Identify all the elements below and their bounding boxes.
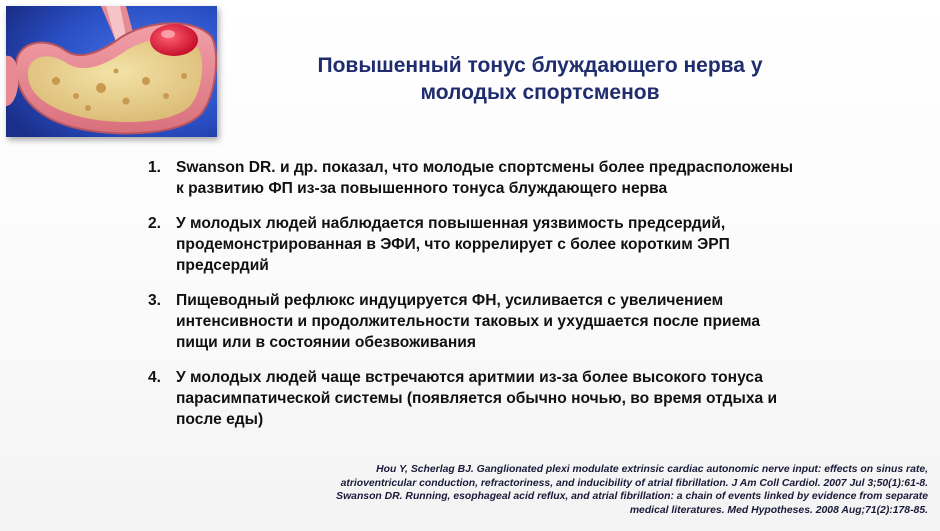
list-item-line: Swanson DR. и др. показал, что молодые спортсмены более предрасположены: [176, 159, 794, 176]
list-item: [148, 213, 908, 276]
title-line-1: Повышенный тонус блуждающего нерва у: [317, 54, 763, 77]
list-item-line: интенсивности и продолжительности таковых и ухудшается после приема: [176, 313, 761, 330]
reference-line: Swanson DR. Running, esophageal acid reflux, and atrial fibrillation: a chain of events linked by evidence from separate: [336, 491, 928, 503]
reference-line: atrioventricular conduction, refractoriness, and inducibility of atrial fibrillation. J Am Coll Cardiol. 2007 Jul 3;50(1):61-8.: [340, 477, 928, 489]
list-item-line: пищи или в состоянии обезвоживания: [176, 334, 476, 351]
stomach-illustration-icon: [6, 6, 217, 137]
list-item-line: У молодых людей наблюдается повышенная уязвимость предсердий,: [176, 215, 726, 232]
numbered-list: [148, 157, 908, 444]
references: [208, 463, 928, 517]
list-item-number: 1.: [148, 159, 162, 176]
list-item-number: 2.: [148, 215, 162, 232]
list-item-line: к развитию ФП из-за повышенного тонуса блуждающего нерва: [176, 180, 668, 197]
reference-line: medical literatures. Med Hypotheses. 2008 Aug;71(2):178-85.: [629, 504, 928, 516]
list-item-number: 3.: [148, 292, 162, 309]
reference-line: Hou Y, Scherlag BJ. Ganglionated plexi modulate extrinsic cardiac autonomic nerve input: effects on sinus rate,: [376, 464, 928, 475]
list-item-line: предсердий: [176, 257, 269, 274]
list-item-line: парасимпатической системы (появляется обычно ночью, во время отдыха и: [176, 390, 778, 407]
list-item: [148, 290, 908, 353]
slide-title: [240, 52, 840, 106]
list-item-line: после еды): [176, 411, 264, 428]
list-item-line: У молодых людей чаще встречаются аритмии из-за более высокого тонуса: [176, 369, 763, 386]
list-item: [148, 157, 908, 199]
title-line-2: молодых спортсменов: [420, 81, 660, 104]
list-item-line: Пищеводный рефлюкс индуцируется ФН, усиливается с увеличением: [176, 292, 724, 309]
list-item: [148, 367, 908, 430]
list-item-line: продемонстрированная в ЭФИ, что коррелирует с более коротким ЭРП: [176, 236, 730, 253]
list-item-number: 4.: [148, 369, 162, 386]
